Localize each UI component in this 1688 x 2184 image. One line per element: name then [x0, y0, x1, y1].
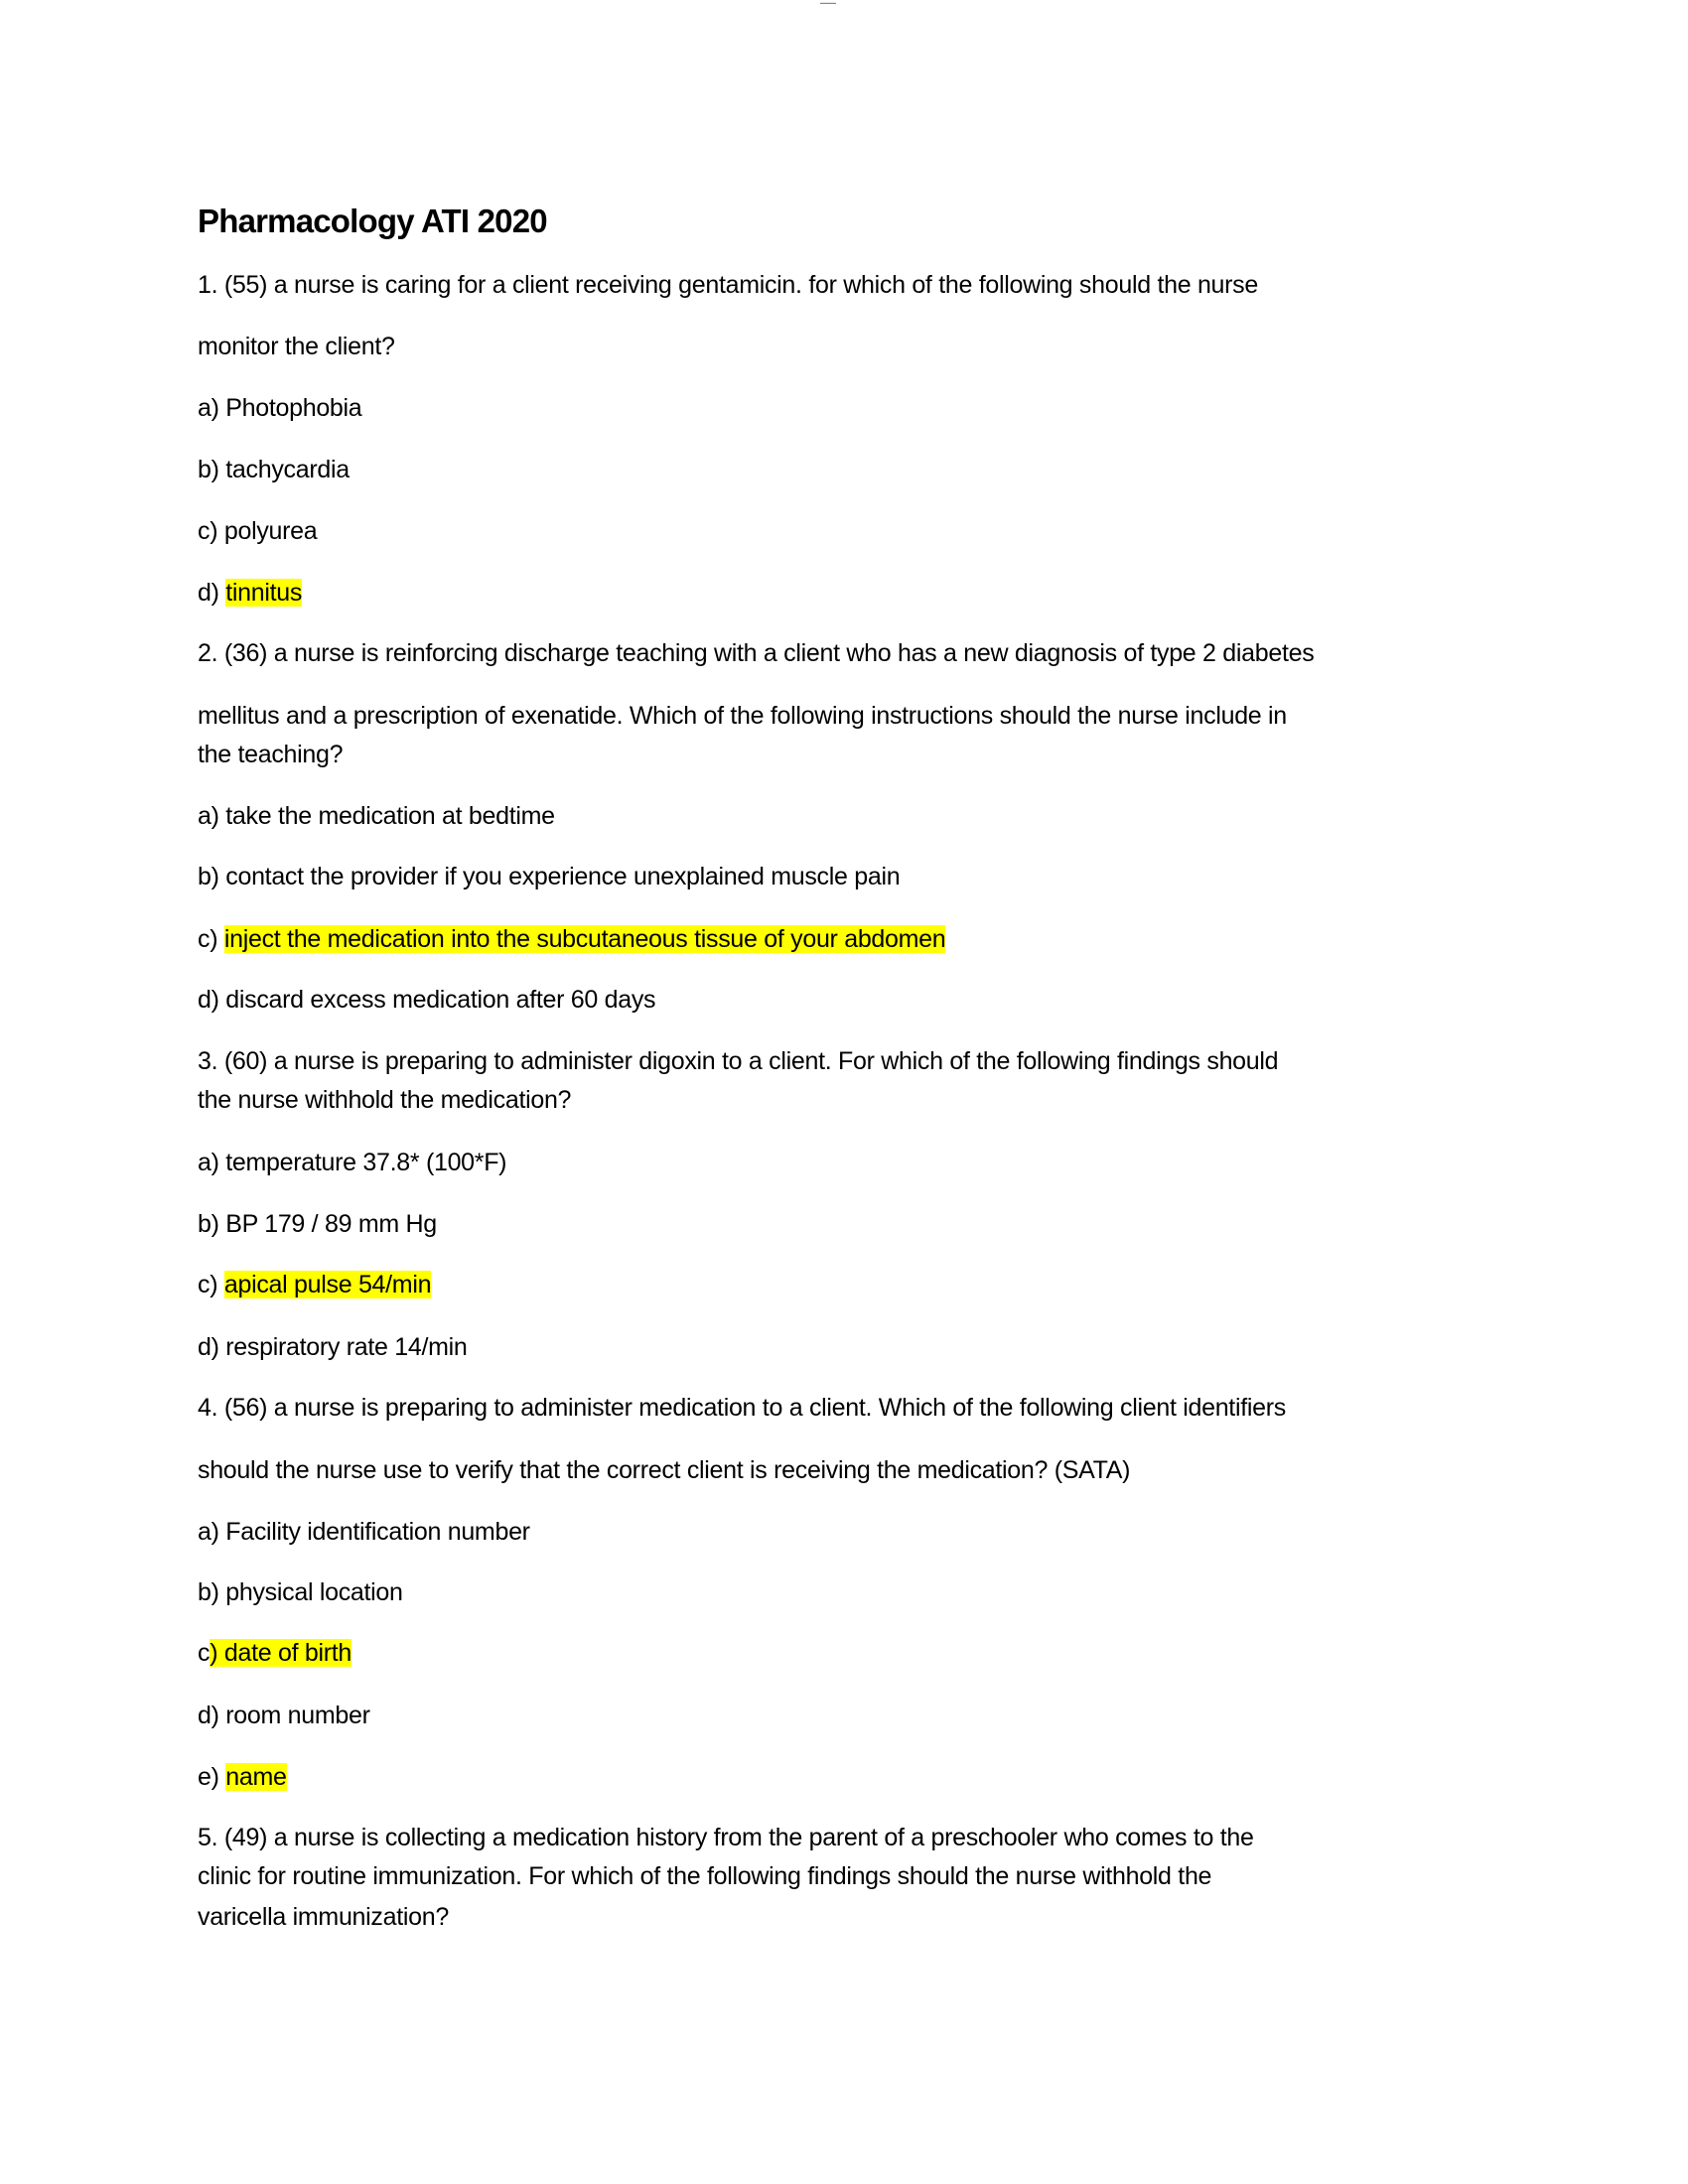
question-2-stem: 2. (36) a nurse is reinforcing discharge teaching with a client who has a new diagnosis of type 2 diabetes [198, 639, 1315, 667]
document-title: Pharmacology ATI 2020 [198, 203, 547, 239]
highlighted-answer: apical pulse 54/min [223, 1271, 432, 1298]
question-1-stem-cont: monitor the client? [198, 333, 395, 360]
question-5-stem-cont: clinic for routine immunization. For which of the following findings should the nurse withhold the [198, 1862, 1212, 1890]
question-3-stem-cont: the nurse withhold the medication? [198, 1086, 572, 1114]
page-header-watermark: ▬▬▬▬ [820, 0, 836, 5]
question-1-option-b: b) tachycardia [198, 456, 350, 483]
question-2-option-d: d) discard excess medication after 60 days [198, 986, 656, 1014]
question-3-option-b: b) BP 179 / 89 mm Hg [198, 1210, 437, 1238]
question-2-stem-cont: mellitus and a prescription of exenatide. Which of the following instructions should the nurse include in [198, 702, 1287, 730]
highlighted-answer: tinnitus [225, 579, 303, 607]
question-1-option-a: a) Photophobia [198, 394, 362, 422]
question-2-option-b: b) contact the provider if you experience unexplained muscle pain [198, 863, 901, 890]
question-3-stem: 3. (60) a nurse is preparing to administer digoxin to a client. For which of the following findings should [198, 1047, 1279, 1075]
question-3-option-a: a) temperature 37.8* (100*F) [198, 1149, 507, 1176]
question-1-stem: 1. (55) a nurse is caring for a client receiving gentamicin. for which of the following should the nurse [198, 271, 1258, 299]
question-4-option-c [198, 1638, 352, 1668]
question-4-option-a: a) Facility identification number [198, 1518, 530, 1546]
option-letter: d) [198, 579, 226, 607]
question-3-option-c [198, 1270, 431, 1299]
question-3-option-d: d) respiratory rate 14/min [198, 1333, 468, 1361]
highlighted-answer: name [225, 1763, 287, 1791]
question-1-option-c: c) polyurea [198, 517, 318, 545]
option-letter: c) [198, 1271, 224, 1298]
highlighted-answer: ) date of birth [210, 1639, 352, 1667]
option-letter: c [198, 1639, 211, 1667]
question-5-stem-cont: varicella immunization? [198, 1903, 449, 1931]
question-4-option-b: b) physical location [198, 1578, 403, 1606]
question-4-stem-cont: should the nurse use to verify that the correct client is receiving the medication? (SATA) [198, 1456, 1131, 1484]
question-4-option-e [198, 1762, 287, 1792]
question-2-option-c [198, 924, 945, 954]
option-letter: e) [198, 1763, 226, 1791]
question-5-stem: 5. (49) a nurse is collecting a medication history from the parent of a preschooler who comes to the [198, 1824, 1254, 1851]
question-2-stem-cont: the teaching? [198, 741, 344, 768]
highlighted-answer: inject the medication into the subcutaneous tissue of your abdomen [223, 925, 946, 953]
question-2-option-a: a) take the medication at bedtime [198, 802, 555, 830]
question-4-option-d: d) room number [198, 1702, 370, 1729]
question-1-option-d [198, 578, 302, 608]
question-4-stem: 4. (56) a nurse is preparing to administer medication to a client. Which of the following client identifiers [198, 1394, 1286, 1422]
option-letter: c) [198, 925, 224, 953]
